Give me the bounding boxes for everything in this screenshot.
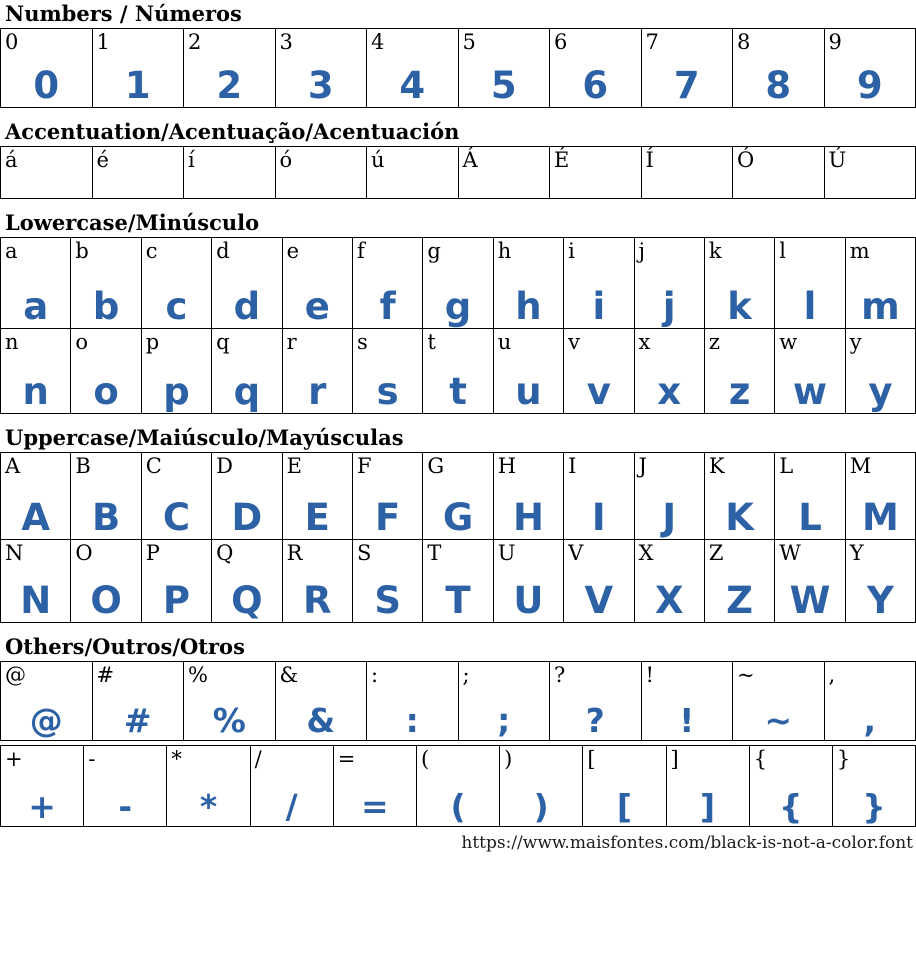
char-cell bbox=[493, 540, 563, 622]
char-glyph-sample: @ bbox=[29, 700, 63, 740]
char-glyph-sample: , bbox=[863, 700, 877, 740]
char-cell bbox=[70, 453, 140, 539]
char-cell bbox=[211, 540, 281, 622]
char-label: e bbox=[286, 239, 299, 264]
char-glyph-sample: = bbox=[361, 786, 389, 826]
char-cell bbox=[641, 29, 733, 107]
char-label: b bbox=[75, 239, 89, 264]
char-glyph-sample: O bbox=[90, 579, 122, 623]
char-glyph-sample: w bbox=[792, 370, 828, 413]
char-glyph-sample: ) bbox=[533, 786, 549, 826]
char-glyph-sample: 0 bbox=[33, 63, 60, 107]
char-label: E bbox=[286, 454, 302, 479]
char-table-row bbox=[0, 661, 916, 741]
char-glyph-sample: y bbox=[868, 370, 893, 413]
char-glyph-sample: ( bbox=[450, 786, 466, 826]
char-glyph-sample: U bbox=[513, 579, 544, 623]
char-cell bbox=[211, 453, 281, 539]
char-cell bbox=[563, 329, 633, 413]
char-label: x bbox=[638, 330, 651, 355]
char-cell bbox=[275, 147, 367, 198]
char-cell bbox=[282, 453, 352, 539]
char-glyph-sample: 6 bbox=[582, 63, 609, 107]
char-cell bbox=[824, 29, 916, 107]
char-cell bbox=[704, 238, 774, 328]
char-glyph-sample: 2 bbox=[216, 63, 243, 107]
char-cell bbox=[832, 746, 915, 826]
char-glyph-sample: ] bbox=[700, 786, 716, 826]
char-label: H bbox=[497, 454, 517, 479]
char-cell bbox=[845, 453, 915, 539]
char-label: q bbox=[216, 330, 230, 355]
char-cell bbox=[70, 329, 140, 413]
char-glyph-sample: B bbox=[91, 496, 121, 540]
char-label: + bbox=[5, 747, 23, 772]
char-glyph-sample: } bbox=[862, 786, 886, 826]
char-glyph-sample: ? bbox=[585, 700, 605, 740]
char-cell bbox=[92, 662, 184, 740]
char-label: 1 bbox=[96, 30, 110, 55]
char-label: P bbox=[145, 541, 160, 566]
char-glyph-sample: m bbox=[861, 285, 900, 328]
char-cell bbox=[641, 147, 733, 198]
char-cell bbox=[634, 329, 704, 413]
char-glyph-sample: r bbox=[308, 370, 327, 413]
char-cell bbox=[499, 746, 582, 826]
char-table-row bbox=[0, 237, 916, 329]
char-glyph-sample: + bbox=[28, 786, 56, 826]
char-cell bbox=[774, 453, 844, 539]
char-glyph-sample: 4 bbox=[399, 63, 426, 107]
char-label: u bbox=[497, 330, 512, 355]
char-cell bbox=[1, 540, 70, 622]
char-glyph-sample: 9 bbox=[856, 63, 883, 107]
char-glyph-sample: L bbox=[798, 496, 822, 540]
char-label: é bbox=[96, 148, 109, 173]
char-cell bbox=[1, 329, 70, 413]
char-glyph-sample: v bbox=[586, 370, 611, 413]
char-table-row bbox=[0, 745, 916, 827]
char-glyph-sample: k bbox=[727, 285, 752, 328]
char-label: K bbox=[708, 454, 725, 479]
char-glyph-sample: I bbox=[591, 496, 606, 540]
char-glyph-sample: M bbox=[861, 496, 899, 540]
char-cell bbox=[416, 746, 499, 826]
char-label: ] bbox=[670, 747, 679, 772]
char-glyph-sample: % bbox=[212, 700, 246, 740]
char-glyph-sample: x bbox=[657, 370, 682, 413]
char-label: C bbox=[145, 454, 162, 479]
char-label: 4 bbox=[371, 30, 385, 55]
char-glyph-sample: V bbox=[584, 579, 614, 623]
char-glyph-sample: h bbox=[515, 285, 542, 328]
section-title-lowercase: Lowercase/Minúsculo bbox=[5, 210, 260, 236]
char-label: T bbox=[427, 541, 442, 566]
char-label: Y bbox=[849, 541, 864, 566]
char-glyph-sample: g bbox=[444, 285, 472, 328]
char-cell bbox=[366, 29, 458, 107]
char-glyph-sample: 5 bbox=[490, 63, 517, 107]
char-glyph-sample: H bbox=[512, 496, 544, 540]
section-accentuation bbox=[0, 121, 916, 199]
char-label: N bbox=[5, 541, 24, 566]
char-label: í bbox=[188, 148, 195, 173]
char-glyph-sample: W bbox=[789, 579, 831, 623]
char-cell bbox=[1, 238, 70, 328]
char-cell bbox=[493, 329, 563, 413]
char-cell bbox=[92, 29, 184, 107]
char-glyph-sample: ; bbox=[497, 700, 511, 740]
char-label: á bbox=[5, 148, 18, 173]
char-glyph-sample: C bbox=[162, 496, 191, 540]
char-glyph-sample: o bbox=[93, 370, 119, 413]
char-cell bbox=[282, 329, 352, 413]
char-cell bbox=[282, 238, 352, 328]
char-glyph-sample: S bbox=[374, 579, 401, 623]
char-label: z bbox=[708, 330, 720, 355]
char-cell bbox=[1, 29, 92, 107]
char-cell bbox=[774, 238, 844, 328]
char-cell bbox=[422, 540, 492, 622]
char-cell bbox=[563, 540, 633, 622]
char-label: & bbox=[279, 663, 299, 688]
char-cell bbox=[1, 746, 83, 826]
char-label: m bbox=[849, 239, 870, 264]
char-cell bbox=[141, 329, 211, 413]
char-label: r bbox=[286, 330, 297, 355]
char-label: g bbox=[427, 239, 441, 264]
char-cell bbox=[166, 746, 249, 826]
char-label: d bbox=[216, 239, 230, 264]
char-cell bbox=[422, 238, 492, 328]
char-label: v bbox=[568, 330, 580, 355]
char-glyph-sample: J bbox=[662, 496, 677, 540]
char-glyph-sample: D bbox=[231, 496, 263, 540]
char-glyph-sample: Y bbox=[866, 579, 894, 623]
char-cell bbox=[845, 238, 915, 328]
char-label: D bbox=[216, 454, 234, 479]
char-label: 2 bbox=[188, 30, 202, 55]
char-table-row bbox=[0, 146, 916, 199]
char-table-row bbox=[0, 28, 916, 108]
char-label: F bbox=[356, 454, 372, 479]
char-label: B bbox=[75, 454, 91, 479]
char-label: ! bbox=[645, 663, 654, 688]
char-glyph-sample: & bbox=[306, 700, 336, 740]
char-label: ) bbox=[504, 747, 513, 772]
char-glyph-sample: ~ bbox=[764, 700, 793, 740]
char-glyph-sample: K bbox=[725, 496, 754, 540]
char-label: ó bbox=[279, 148, 293, 173]
char-cell bbox=[458, 29, 550, 107]
char-glyph-sample: q bbox=[233, 370, 261, 413]
char-glyph-sample: l bbox=[803, 285, 817, 328]
char-cell bbox=[732, 29, 824, 107]
char-label: J bbox=[638, 454, 647, 479]
char-label: s bbox=[356, 330, 368, 355]
char-label: l bbox=[779, 239, 787, 264]
char-label: / bbox=[254, 747, 262, 772]
char-cell bbox=[563, 238, 633, 328]
char-cell bbox=[70, 540, 140, 622]
char-label: 7 bbox=[645, 30, 659, 55]
char-label: 6 bbox=[554, 30, 568, 55]
char-label: f bbox=[356, 239, 365, 264]
char-glyph-sample: [ bbox=[616, 786, 632, 826]
char-glyph-sample: 3 bbox=[307, 63, 334, 107]
char-cell bbox=[250, 746, 333, 826]
section-lowercase bbox=[0, 212, 916, 414]
char-label: 0 bbox=[5, 30, 19, 55]
char-label: A bbox=[5, 454, 21, 479]
char-cell bbox=[845, 329, 915, 413]
char-table-row bbox=[0, 328, 916, 414]
char-glyph-sample: N bbox=[20, 579, 52, 623]
char-label: : bbox=[371, 663, 379, 688]
char-cell bbox=[845, 540, 915, 622]
font-specimen-page bbox=[0, 3, 916, 827]
char-label: É bbox=[554, 148, 570, 173]
char-label: { bbox=[753, 747, 768, 772]
char-label: Í bbox=[645, 148, 654, 173]
char-label: , bbox=[828, 663, 836, 688]
char-cell bbox=[83, 746, 166, 826]
char-glyph-sample: n bbox=[22, 370, 49, 413]
char-label: y bbox=[849, 330, 862, 355]
char-cell bbox=[634, 453, 704, 539]
char-glyph-sample: j bbox=[662, 285, 676, 328]
char-glyph-sample: Z bbox=[726, 579, 754, 623]
char-glyph-sample: t bbox=[449, 370, 467, 413]
char-glyph-sample: E bbox=[304, 496, 330, 540]
char-cell bbox=[704, 540, 774, 622]
char-cell bbox=[183, 147, 275, 198]
char-glyph-sample: f bbox=[379, 285, 396, 328]
char-glyph-sample: # bbox=[123, 700, 152, 740]
char-cell bbox=[549, 29, 641, 107]
section-numbers bbox=[0, 3, 916, 108]
char-label: c bbox=[145, 239, 158, 264]
char-glyph-sample: 8 bbox=[765, 63, 792, 107]
char-label: - bbox=[88, 747, 96, 772]
char-glyph-sample: { bbox=[779, 786, 803, 826]
char-cell bbox=[732, 147, 824, 198]
char-label: X bbox=[638, 541, 654, 566]
char-label: = bbox=[337, 747, 356, 772]
char-cell bbox=[352, 540, 422, 622]
char-glyph-sample: 1 bbox=[124, 63, 151, 107]
char-cell bbox=[141, 540, 211, 622]
char-label: Ó bbox=[737, 148, 755, 173]
char-cell bbox=[824, 147, 916, 198]
char-cell bbox=[666, 746, 749, 826]
char-label: i bbox=[568, 239, 575, 264]
char-cell bbox=[183, 662, 275, 740]
section-others bbox=[0, 636, 916, 827]
char-label: o bbox=[75, 330, 89, 355]
char-cell bbox=[493, 238, 563, 328]
char-glyph-sample: z bbox=[728, 370, 751, 413]
char-label: t bbox=[427, 330, 436, 355]
char-table-row bbox=[0, 452, 916, 540]
char-label: Ú bbox=[828, 148, 847, 173]
char-cell bbox=[352, 329, 422, 413]
char-cell bbox=[704, 329, 774, 413]
char-label: 3 bbox=[279, 30, 293, 55]
char-cell bbox=[141, 238, 211, 328]
char-label: k bbox=[708, 239, 722, 264]
char-cell bbox=[549, 662, 641, 740]
char-label: R bbox=[286, 541, 303, 566]
section-title-numbers: Numbers / Números bbox=[5, 1, 242, 26]
char-label: 8 bbox=[737, 30, 751, 55]
char-glyph-sample: 7 bbox=[673, 63, 700, 107]
char-label: U bbox=[497, 541, 516, 566]
section-uppercase bbox=[0, 427, 916, 623]
char-label: V bbox=[568, 541, 584, 566]
char-label: ~ bbox=[737, 663, 755, 688]
char-glyph-sample: b bbox=[92, 285, 120, 328]
char-glyph-sample: u bbox=[515, 370, 542, 413]
char-label: % bbox=[188, 663, 208, 688]
char-cell bbox=[275, 29, 367, 107]
char-glyph-sample: R bbox=[303, 579, 332, 623]
char-glyph-sample: a bbox=[23, 285, 49, 328]
char-cell bbox=[774, 329, 844, 413]
char-label: ; bbox=[462, 663, 470, 688]
char-cell bbox=[549, 147, 641, 198]
char-label: I bbox=[568, 454, 577, 479]
char-cell bbox=[366, 147, 458, 198]
char-label: M bbox=[849, 454, 872, 479]
char-cell bbox=[749, 746, 832, 826]
char-glyph-sample: * bbox=[199, 786, 218, 826]
char-cell bbox=[732, 662, 824, 740]
char-cell bbox=[422, 453, 492, 539]
char-glyph-sample: s bbox=[376, 370, 399, 413]
char-cell bbox=[582, 746, 665, 826]
char-cell bbox=[774, 540, 844, 622]
char-label: Q bbox=[216, 541, 234, 566]
char-label: # bbox=[96, 663, 115, 688]
char-cell bbox=[641, 662, 733, 740]
char-cell bbox=[275, 662, 367, 740]
char-label: a bbox=[5, 239, 18, 264]
char-glyph-sample: Q bbox=[231, 579, 263, 623]
char-cell bbox=[458, 147, 550, 198]
char-cell bbox=[634, 238, 704, 328]
char-label: h bbox=[497, 239, 512, 264]
char-cell bbox=[458, 662, 550, 740]
section-title-accentuation: Accentuation/Acentuação/Acentuación bbox=[5, 119, 460, 145]
char-label: * bbox=[171, 747, 182, 772]
char-cell bbox=[366, 662, 458, 740]
char-cell bbox=[333, 746, 416, 826]
char-glyph-sample: X bbox=[654, 579, 684, 623]
char-cell bbox=[70, 238, 140, 328]
char-cell bbox=[211, 238, 281, 328]
char-label: n bbox=[5, 330, 19, 355]
char-glyph-sample: e bbox=[304, 285, 330, 328]
char-glyph-sample: i bbox=[592, 285, 606, 328]
char-glyph-sample: p bbox=[163, 370, 190, 413]
char-glyph-sample: c bbox=[165, 285, 188, 328]
char-cell bbox=[824, 662, 916, 740]
char-label: 5 bbox=[462, 30, 476, 55]
char-cell bbox=[141, 453, 211, 539]
section-title-uppercase: Uppercase/Maiúsculo/Mayúsculas bbox=[5, 425, 404, 451]
char-label: p bbox=[145, 330, 160, 355]
char-cell bbox=[282, 540, 352, 622]
char-label: } bbox=[836, 747, 851, 772]
char-cell bbox=[704, 453, 774, 539]
char-cell bbox=[92, 147, 184, 198]
char-cell bbox=[1, 453, 70, 539]
char-glyph-sample: G bbox=[442, 496, 474, 540]
char-label: G bbox=[427, 454, 445, 479]
section-title-others: Others/Outros/Otros bbox=[5, 634, 245, 660]
char-cell bbox=[634, 540, 704, 622]
char-glyph-sample: d bbox=[233, 285, 261, 328]
char-glyph-sample: P bbox=[162, 579, 191, 623]
char-cell bbox=[1, 147, 92, 198]
char-cell bbox=[352, 238, 422, 328]
char-cell bbox=[563, 453, 633, 539]
char-label: w bbox=[779, 330, 798, 355]
char-label: W bbox=[779, 541, 801, 566]
char-label: Z bbox=[708, 541, 724, 566]
char-glyph-sample: / bbox=[285, 786, 298, 826]
char-glyph-sample: F bbox=[375, 496, 401, 540]
char-cell bbox=[493, 453, 563, 539]
char-label: 9 bbox=[828, 30, 842, 55]
char-label: [ bbox=[587, 747, 596, 772]
char-glyph-sample: T bbox=[445, 579, 471, 623]
char-label: S bbox=[356, 541, 372, 566]
char-glyph-sample: ! bbox=[679, 700, 695, 740]
char-cell bbox=[211, 329, 281, 413]
char-label: j bbox=[638, 239, 646, 264]
source-url: https://www.maisfontes.com/black-is-not-a-color.font bbox=[461, 833, 913, 854]
char-cell bbox=[352, 453, 422, 539]
char-cell bbox=[422, 329, 492, 413]
char-label: L bbox=[779, 454, 794, 479]
char-label: ( bbox=[420, 747, 430, 772]
char-cell bbox=[183, 29, 275, 107]
char-glyph-sample: : bbox=[405, 700, 419, 740]
char-glyph-sample: - bbox=[118, 786, 133, 826]
char-glyph-sample: A bbox=[21, 496, 51, 540]
char-label: @ bbox=[5, 663, 26, 688]
char-cell bbox=[1, 662, 92, 740]
char-label: ú bbox=[371, 148, 385, 173]
char-label: O bbox=[75, 541, 93, 566]
char-table-row bbox=[0, 539, 916, 623]
char-label: ? bbox=[554, 663, 566, 688]
char-label: Á bbox=[462, 148, 478, 173]
